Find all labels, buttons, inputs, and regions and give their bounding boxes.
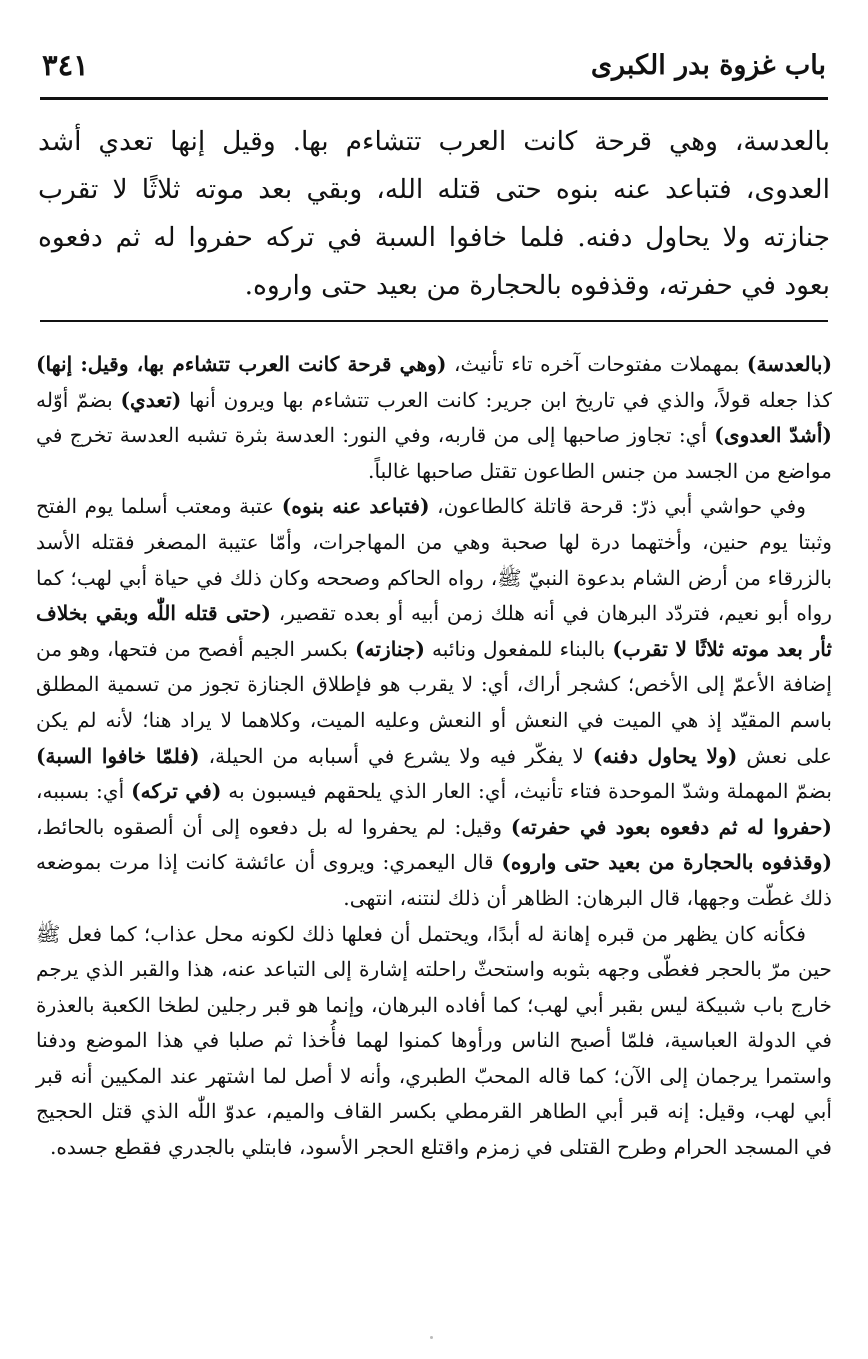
commentary-text: بكسر الجيم أفصح من فتحها، وهو من إضافة الأعمّ إلى الأخص؛ كشجر أراك، أي: لا يقرب هو فإطلاق الجنازة تجوز من تسمية المطلق باسم المقيّد إذ هي الميت في النعش أو النعش وعليه الميت، وكلاهما لا يراد هنا؛ لأنه لم يكن على نعش (36, 636, 833, 768)
commentary-keyword: (أشدّ العدوى) (714, 423, 832, 448)
commentary-text: كذا جعله قولاً، والذي في تاريخ ابن جرير: كانت العرب تتشاءم بها ويرون أنها (181, 387, 832, 412)
commentary-keyword: (وقذفوه بالحجارة من بعيد حتى واروه) (501, 850, 832, 875)
commentary-keyword: (فلمّا خافوا السبة) (36, 743, 200, 768)
commentary-text: بضمّ المهملة وشدّ الموحدة فتاء تأنيث، أي: العار الذي يلحقهم فيسبون به (221, 779, 832, 804)
commentary-paragraph-2 (36, 489, 832, 916)
page-number: ٣٤١ (42, 48, 89, 82)
commentary-paragraph-3 (36, 917, 832, 1166)
commentary-keyword: (حتى قتله اللّٰه وبقي بخلاف ثأر بعد موته ثلاثًا لا تقرب) (36, 601, 832, 661)
main-paragraph: بالعدسة، وهي قرحة كانت العرب تتشاءم بها. وقيل إنها تعدي أشد العدوى، فتباعد عنه بنوه حتى قتله الله، وبقي بعد موته ثلاثًا لا تقرب جنازته ولا يحاول دفنه. فلما خافوا السبة في تركه حفروا له ثم دفعوه بعود في حفرته، وقذفوه بالحجارة من بعيد حتى واروه. (38, 126, 830, 301)
commentary-text: قال اليعمري: ويروى أن عائشة كانت إذا مرت بموضعه ذلك غطّت وجهها، قال البرهان: الظاهر أن ذلك لنتنه، انتهى. (36, 850, 832, 910)
page-speck (430, 1336, 433, 1339)
commentary-keyword: (وهي قرحة كانت العرب تتشاءم بها، وقيل: إنها) (36, 352, 447, 376)
commentary-keyword: (في تركه) (131, 779, 222, 804)
commentary-text: بالبناء للمفعول ونائبه (424, 636, 613, 661)
commentary-text: أي: تجاوز صاحبها إلى من قاربه، وفي النور: العدسة بثرة تشبه العدسة تخرج في مواضع من الجسد من جنس الطاعون تقتل صاحبها غالباً. (36, 423, 832, 483)
commentary-text: أي: بسببه، (36, 779, 132, 804)
commentary-keyword: (جنازته) (354, 636, 425, 661)
commentary-paragraph-1 (36, 347, 832, 489)
main-text-block (38, 118, 830, 310)
commentary-text: وقيل: لم يحفروا له بل دفعوه إلى أن ألصقوه بالحائط، (36, 814, 511, 839)
commentary-text: عتبة ومعتب أسلما يوم الفتح وثبتا يوم حنين، وأختهما درة لها صحبة وهي من المهاجرات، وأمّا عتيبة المصغر فقتله الأسد بالزرقاء من أرض الشام بدعوة النبيّ ﷺ، رواه الحاكم وصححه وكان ذلك في حياة أبي لهب؛ كما رواه أبو نعيم، فتردّد البرهان في أنه هلك زمن أبيه أو بعده تقصير، (36, 494, 832, 626)
commentary-text: لا يفكّر فيه ولا يشرع في أسبابه من الحيلة، (199, 743, 593, 768)
commentary-text: فكأنه كان يظهر من قبره إهانة له أبدًا، ويحتمل أن فعلها ذلك لكونه محل عذاب؛ كما فعل ﷺ حين مرّ بالحجر فغطّى وجهه بثوبه واستحثّ راحلته إشارة إلى التباعد عنه، هذا والقبر الذي يرجم خارج باب شبيكة ليس بقبر أبي لهب؛ كما أفاده البرهان، وإنما هو قبر رجلين لطخا الكعبة بالعذرة في الدولة العباسية، فلمّا أصبح الناس ورأوها كمنوا لهما فأُخذا ثم صلبا في هذا الموضع ودفنا واستمرا يرجمان إلى الآن؛ كما قاله المحبّ الطبري، وأنه لا أصل لما اشتهر عند المكيين أنه قبر أبي لهب، وقيل: إنه قبر أبي الطاهر القرمطي بكسر القاف والميم، عدوّ اللّٰه الذي قتل الحجيج في المسجد الحرام وطرح القتلى في زمزم واقتلع الحجر الأسود، فابتلي بالجدري فقطع جسده. (36, 921, 832, 1160)
commentary-keyword: (بالعدسة) (746, 352, 833, 376)
commentary-text: بضمّ أوّله (36, 387, 121, 412)
footnote-separator (40, 320, 828, 322)
commentary-keyword: (حفروا له ثم دفعوه بعود في حفرته) (510, 814, 832, 839)
commentary-keyword: (فتباعد عنه بنوه) (281, 494, 430, 519)
running-header (42, 40, 826, 90)
commentary-keyword: (ولا يحاول دفنه) (592, 743, 738, 768)
commentary-text: بمهملات مفتوحات آخره تاء تأنيث، (446, 352, 747, 376)
chapter-title: باب غزوة بدر الكبرى (590, 49, 826, 81)
commentary-block (36, 347, 832, 1166)
commentary-text: وفي حواشي أبي ذرّ: قرحة قاتلة كالطاعون، (429, 494, 807, 519)
header-rule (40, 97, 828, 100)
commentary-keyword: (تعدي) (120, 387, 182, 412)
